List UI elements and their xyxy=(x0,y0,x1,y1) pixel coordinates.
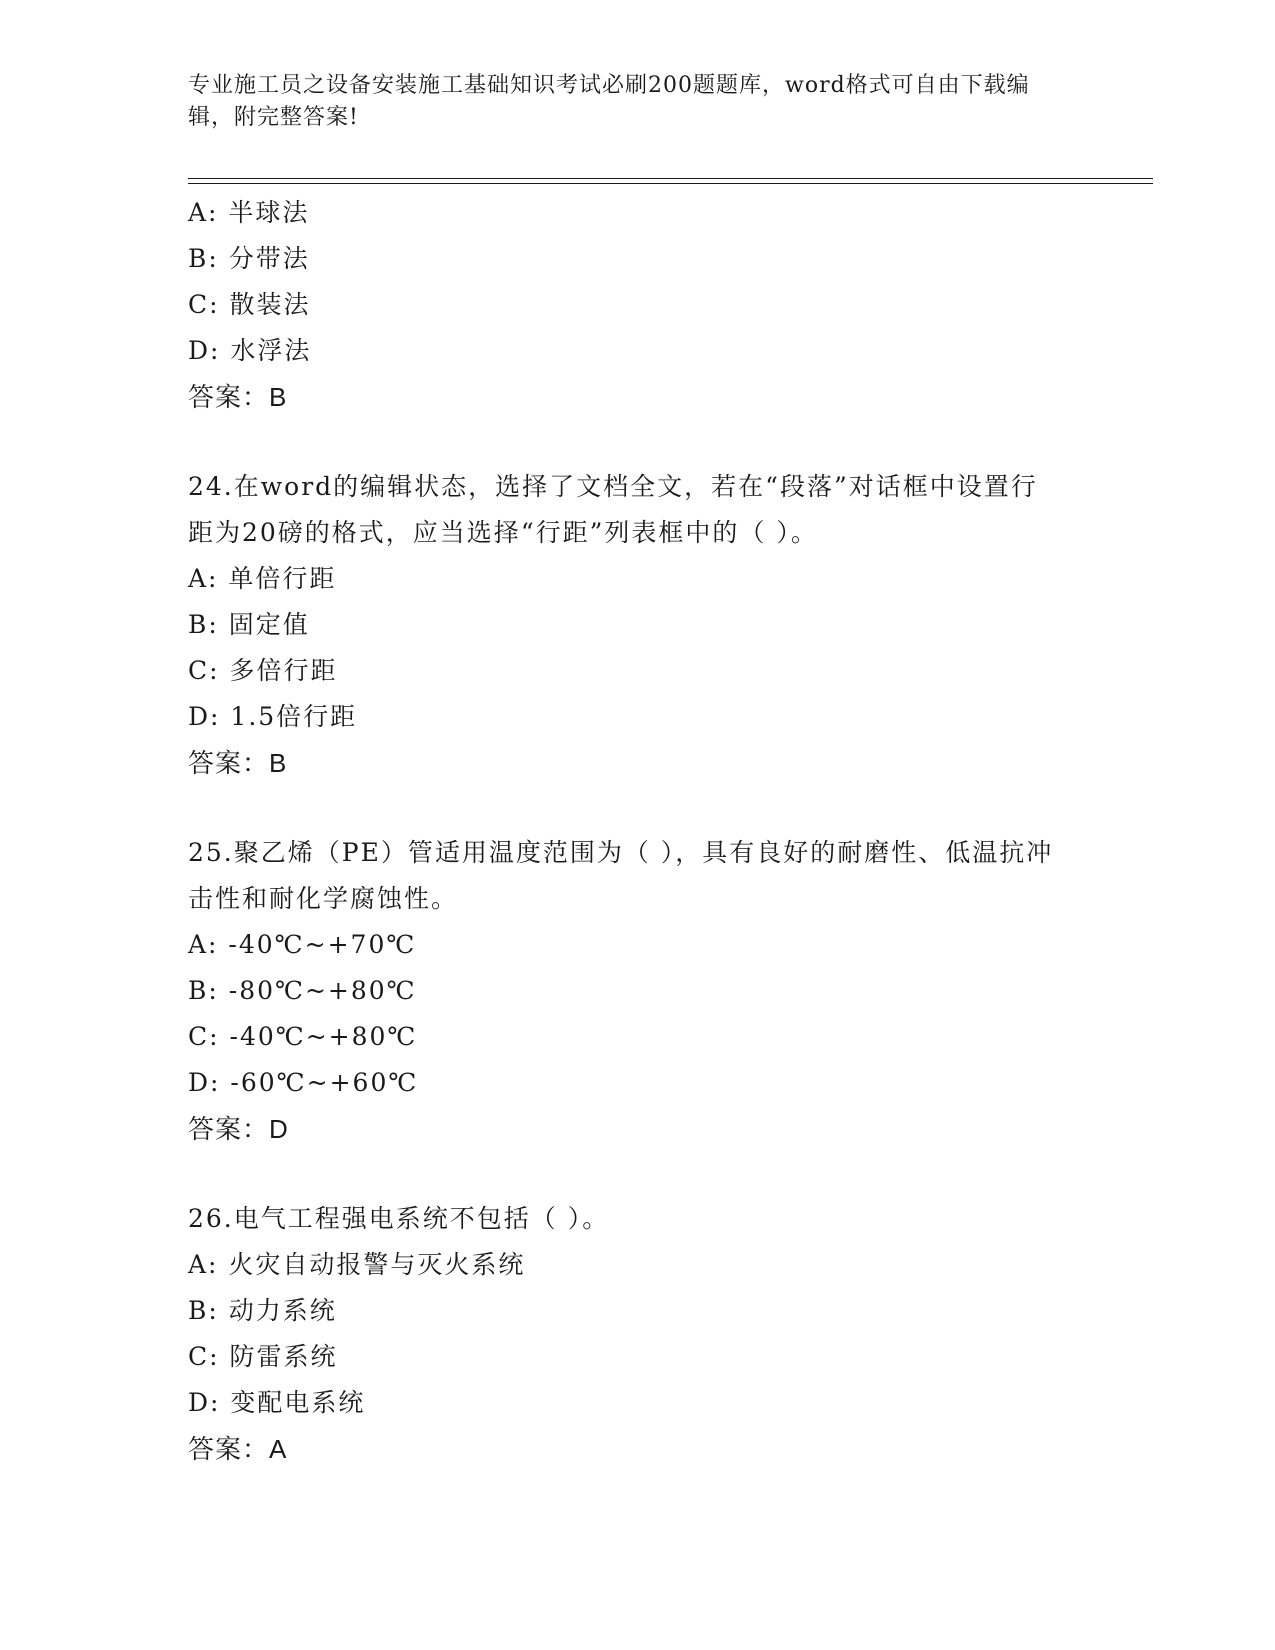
option-c: C: 散装法 xyxy=(188,290,311,319)
question-list xyxy=(188,190,1088,1472)
option-a: A: 单倍行距 xyxy=(188,564,337,593)
option-d: D: 水浮法 xyxy=(188,336,312,365)
spacer xyxy=(188,420,1088,464)
answer: 答案：B xyxy=(188,382,288,412)
question-25 xyxy=(188,830,1088,1152)
question-26 xyxy=(188,1196,1088,1472)
option-c: C: -40℃~+80℃ xyxy=(188,1022,418,1051)
option-b: B: 固定值 xyxy=(188,610,310,639)
option-a: A: -40℃~+70℃ xyxy=(188,930,417,959)
header-rule-top xyxy=(188,178,1153,179)
question-text: 25.聚乙烯（PE）管适用温度范围为（ ），具有良好的耐磨性、低温抗冲击性和耐化学腐蚀性。 xyxy=(188,838,1054,913)
question-24 xyxy=(188,464,1088,786)
option-a: A: 半球法 xyxy=(188,198,310,227)
option-d: D: -60℃~+60℃ xyxy=(188,1068,419,1097)
option-b: B: -80℃~+80℃ xyxy=(188,976,417,1005)
answer: 答案：D xyxy=(188,1114,289,1144)
option-b: B: 动力系统 xyxy=(188,1296,337,1325)
spacer xyxy=(188,786,1088,830)
answer: 答案：A xyxy=(188,1434,288,1464)
question-23 xyxy=(188,190,1088,420)
option-c: C: 多倍行距 xyxy=(188,656,338,685)
question-text: 26.电气工程强电系统不包括（ ）。 xyxy=(188,1204,610,1233)
option-d: D: 1.5倍行距 xyxy=(188,702,358,731)
document-header: 专业施工员之设备安装施工基础知识考试必刷200题题库，word格式可自由下载编辑，附完整答案! xyxy=(188,73,1030,130)
question-text: 24.在word的编辑状态，选择了文档全文，若在“段落”对话框中设置行距为20磅的格式，应当选择“行距”列表框中的（ ）。 xyxy=(188,472,1038,547)
option-a: A: 火灾自动报警与灭火系统 xyxy=(188,1250,526,1279)
spacer xyxy=(188,1152,1088,1196)
option-c: C: 防雷系统 xyxy=(188,1342,338,1371)
header-rule-bottom xyxy=(188,183,1153,184)
option-d: D: 变配电系统 xyxy=(188,1388,366,1417)
option-b: B: 分带法 xyxy=(188,244,310,273)
answer: 答案：B xyxy=(188,748,288,778)
